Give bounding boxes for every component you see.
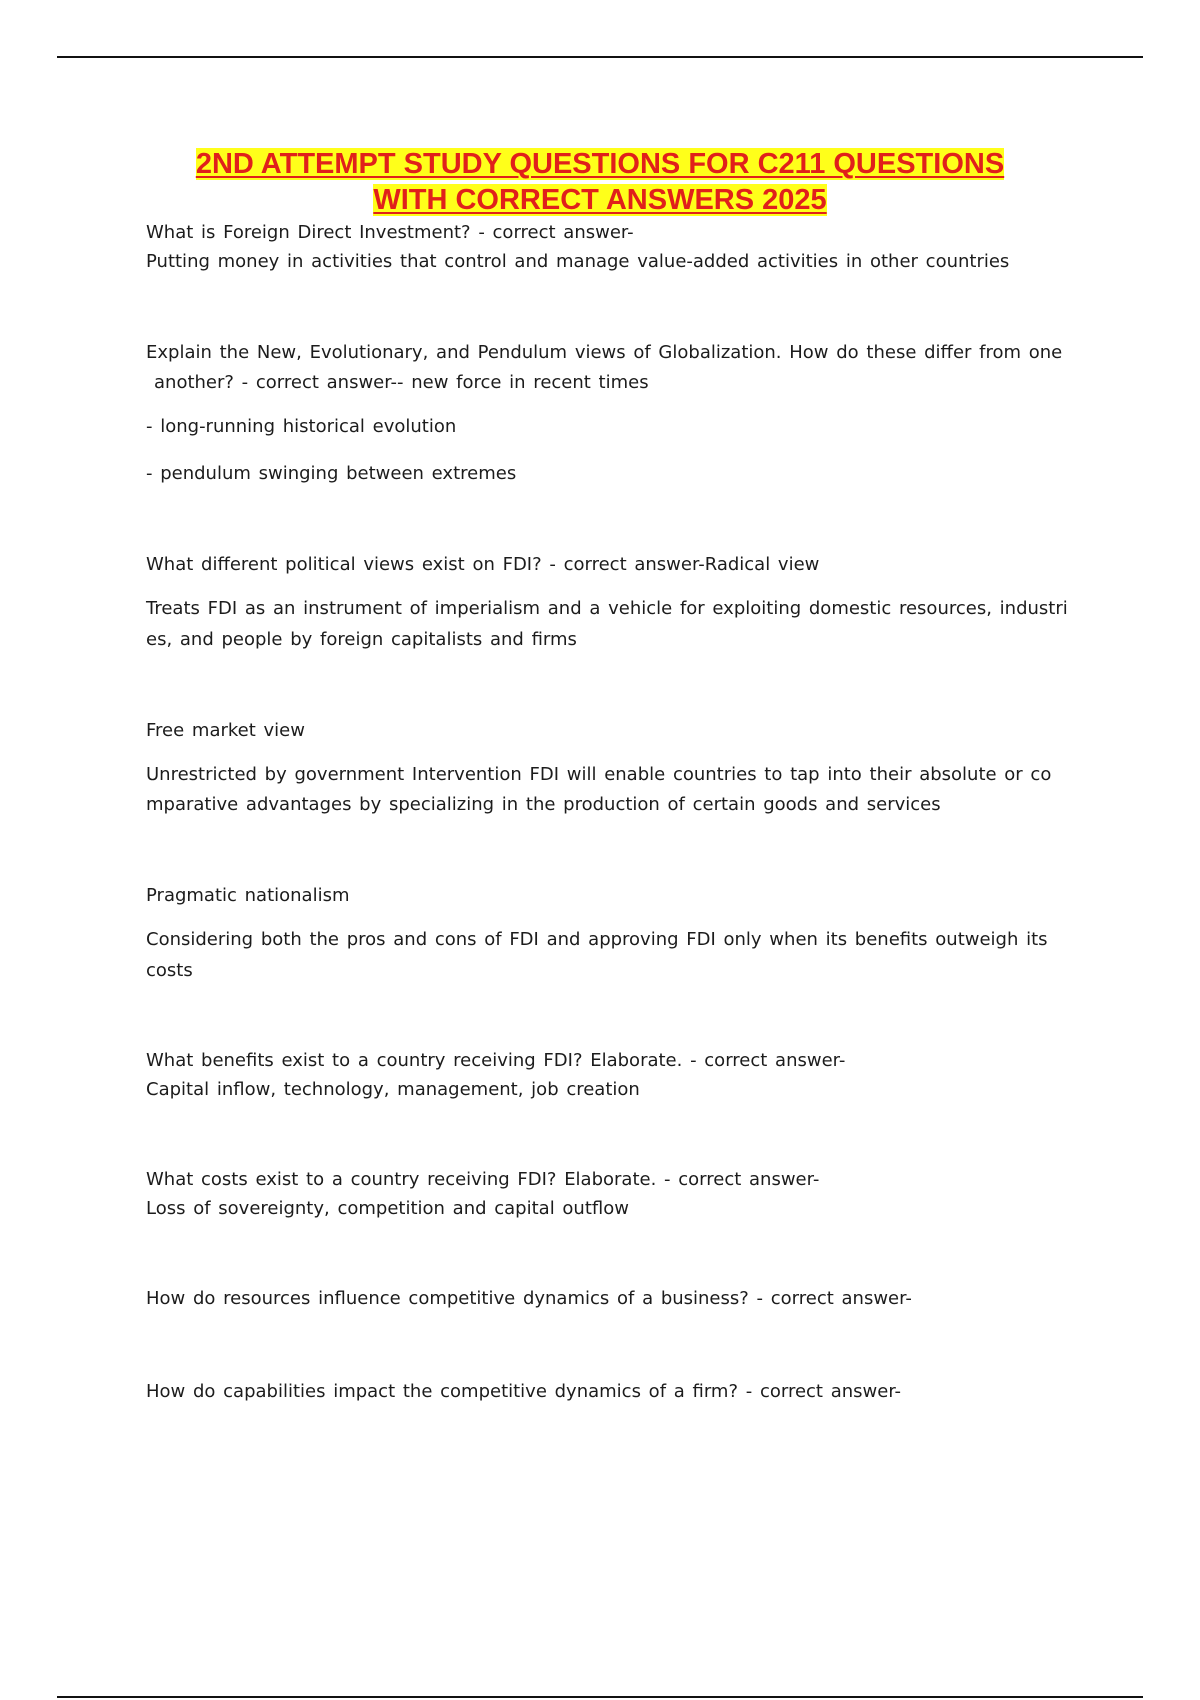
- answer-5: Loss of sovereignty, competition and capital outflow: [146, 1198, 629, 1219]
- title-line-2: WITH CORRECT ANSWERS 2025: [373, 184, 827, 216]
- title-line-1: 2ND ATTEMPT STUDY QUESTIONS FOR C211 QUESTIONS: [195, 148, 1005, 180]
- question-7: How do capabilities impact the competitive dynamics of a firm? - correct answer-: [146, 1381, 902, 1402]
- bottom-rule: [57, 1696, 1143, 1698]
- question-4: What benefits exist to a country receiving FDI? Elaborate. - correct answer-: [146, 1050, 846, 1071]
- question-3: What different political views exist on FDI? - correct answer-Radical view: [146, 554, 820, 575]
- question-5: What costs exist to a country receiving FDI? Elaborate. - correct answer-: [146, 1169, 820, 1190]
- free-market-view-text-line-2: mparative advantages by specializing in the production of certain goods and services: [146, 794, 941, 815]
- free-market-view-text-line-1: Unrestricted by government Intervention FDI will enable countries to tap into their absolute or co: [146, 764, 1052, 785]
- answer-1: Putting money in activities that control and manage value-added activities in other countries: [146, 251, 1010, 272]
- question-6: How do resources influence competitive dynamics of a business? - correct answer-: [146, 1288, 912, 1309]
- pragmatic-nationalism-text-line-1: Considering both the pros and cons of FDI and approving FDI only when its benefits outweigh its: [146, 929, 1048, 950]
- question-2-line-1: Explain the New, Evolutionary, and Pendulum views of Globalization. How do these differ from one: [146, 342, 1063, 363]
- top-rule: [57, 56, 1143, 58]
- pragmatic-nationalism-heading: Pragmatic nationalism: [146, 885, 350, 906]
- free-market-view-heading: Free market view: [146, 720, 305, 741]
- answer-4: Capital inflow, technology, management, job creation: [146, 1079, 640, 1100]
- answer-2-point-2: - long-running historical evolution: [146, 416, 457, 437]
- document-title: [0, 146, 1200, 218]
- radical-view-text-line-2: es, and people by foreign capitalists and firms: [146, 629, 577, 650]
- question-2-line-2: another? - correct answer-- new force in recent times: [154, 372, 649, 393]
- pragmatic-nationalism-text-line-2: costs: [146, 960, 193, 981]
- radical-view-text-line-1: Treats FDI as an instrument of imperialism and a vehicle for exploiting domestic resources, industri: [146, 598, 1068, 619]
- answer-2-point-3: - pendulum swinging between extremes: [146, 463, 517, 484]
- question-1: What is Foreign Direct Investment? - correct answer-: [146, 222, 634, 243]
